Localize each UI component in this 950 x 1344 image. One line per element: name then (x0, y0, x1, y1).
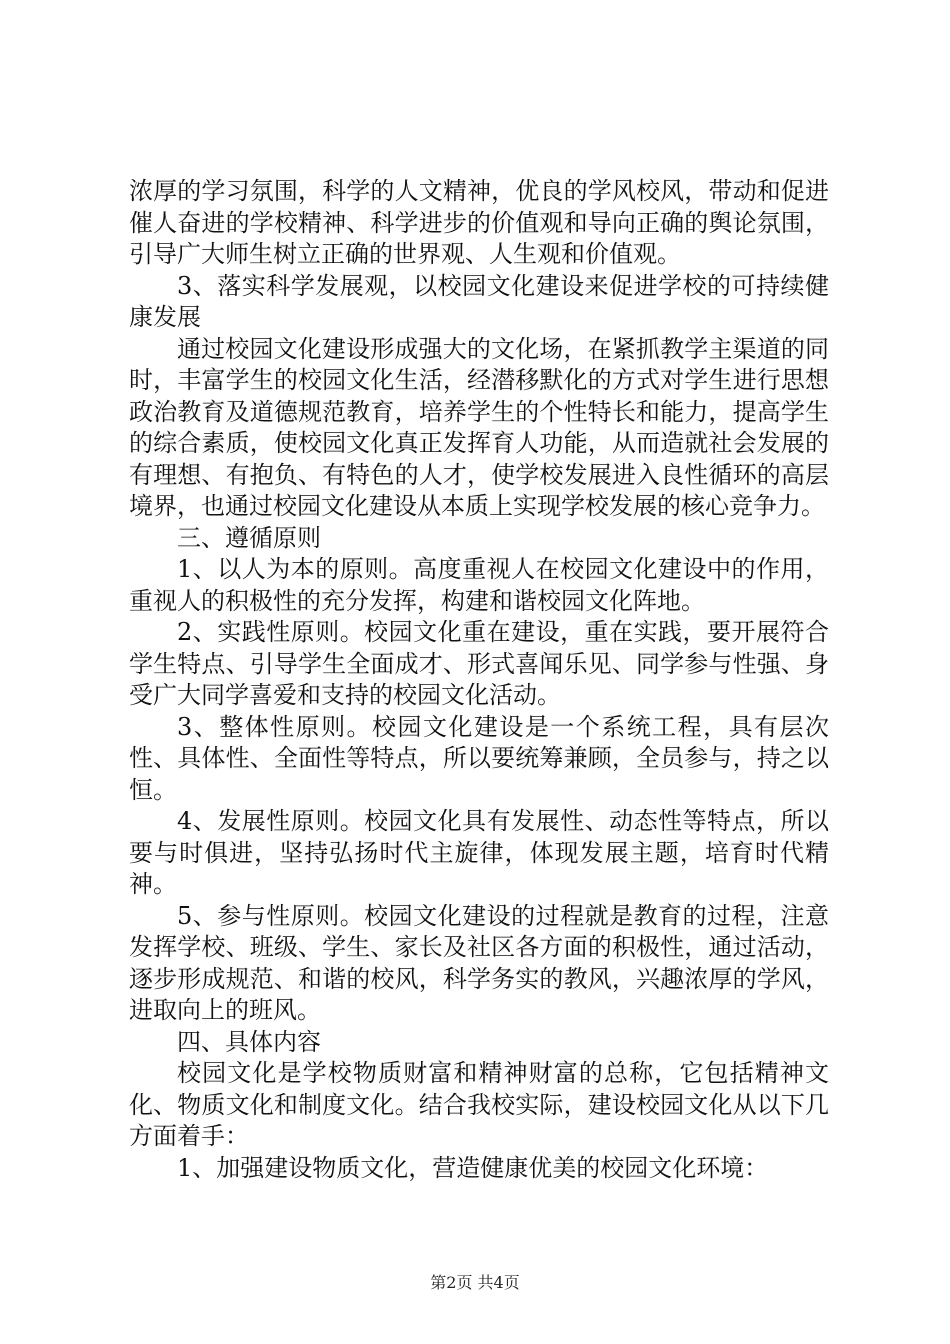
paragraph: 1、以人为本的原则。高度重视人在校园文化建设中的作用，重视人的积极性的充分发挥，构建和谐校园文化阵地。 (129, 555, 829, 615)
section-heading: 三、遵循原则 (177, 523, 321, 552)
paragraph: 1、加强建设物质文化，营造健康优美的校园文化环境： (177, 1153, 769, 1182)
paragraph: 校园文化是学校物质财富和精神财富的总称，它包括精神文化、物质文化和制度文化。结合我校实际，建设校园文化从以下几方面着手： (129, 1059, 829, 1150)
document-body (129, 176, 829, 1184)
page-number-footer: 第2页 共4页 (430, 1273, 520, 1292)
paragraph: 4、发展性原则。校园文化具有发展性、动态性等特点，所以要与时俱进，坚持弘扬时代主旋律，体现发展主题，培育时代精神。 (129, 807, 829, 898)
paragraph: 2、实践性原则。校园文化重在建设，重在实践，要开展符合学生特点、引导学生全面成才、形式喜闻乐见、同学参与性强、身受广大同学喜爱和支持的校园文化活动。 (129, 618, 829, 709)
paragraph: 5、参与性原则。校园文化建设的过程就是教育的过程，注意发挥学校、班级、学生、家长及社区各方面的积极性，通过活动，逐步形成规范、和谐的校风，科学务实的教风，兴趣浓厚的学风，进取向上的班风。 (129, 901, 829, 1024)
paragraph: 浓厚的学习氛围，科学的人文精神，优良的学风校风，带动和促进催人奋进的学校精神、科学进步的价值观和导向正确的舆论氛围，引导广大师生树立正确的世界观、人生观和价值观。 (129, 177, 829, 268)
paragraph: 通过校园文化建设形成强大的文化场，在紧抓教学主渠道的同时，丰富学生的校园文化生活，经潜移默化的方式对学生进行思想政治教育及道德规范教育，培养学生的个性特长和能力，提高学生的综合素质，使校园文化真正发挥育人功能，从而造就社会发展的有理想、有抱负、有特色的人才，使学校发展进入良性循环的高层境界，也通过校园文化建设从本质上实现学校发展的核心竞争力。 (129, 334, 829, 520)
section-heading: 3、落实科学发展观，以校园文化建设来促进学校的可持续健康发展 (129, 271, 829, 331)
section-heading: 四、具体内容 (177, 1027, 321, 1056)
paragraph: 3、整体性原则。校园文化建设是一个系统工程，具有层次性、具体性、全面性等特点，所以要统筹兼顾，全员参与，持之以恒。 (129, 712, 829, 804)
